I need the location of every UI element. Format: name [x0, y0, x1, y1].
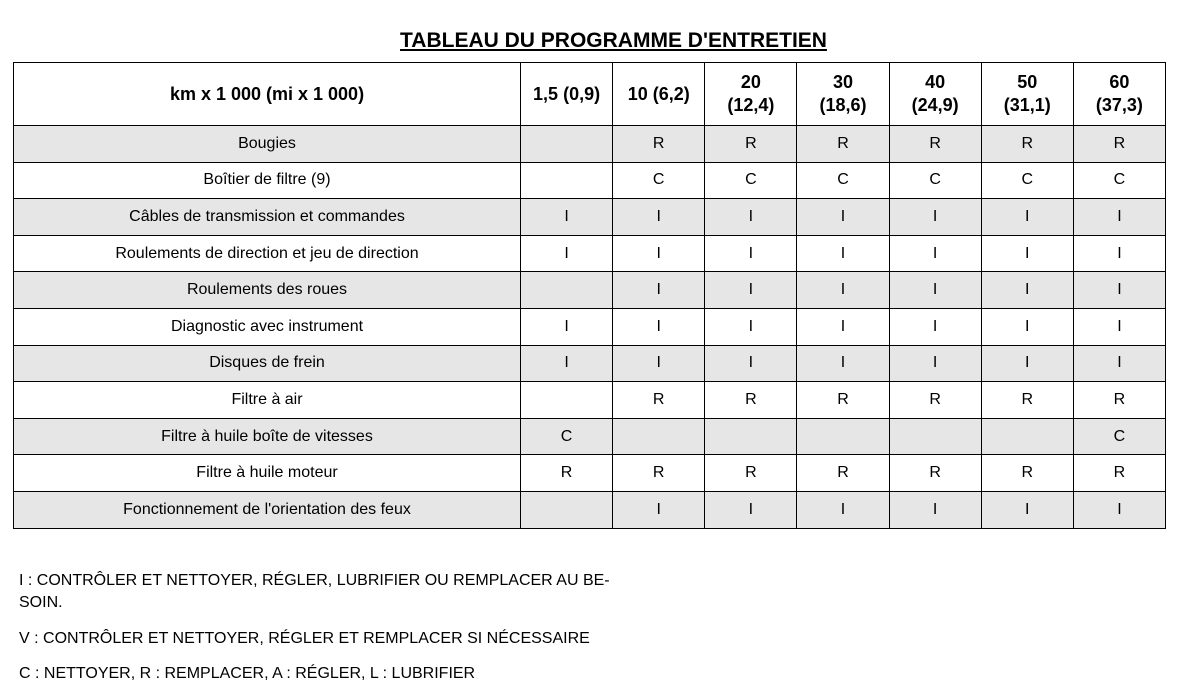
table-cell: [521, 126, 613, 163]
header-interval: [1073, 63, 1165, 126]
table-cell: I: [521, 345, 613, 382]
row-label: Bougies: [14, 126, 521, 163]
table-cell: R: [889, 126, 981, 163]
table-cell: I: [889, 345, 981, 382]
table-cell: I: [613, 235, 705, 272]
table-cell: I: [981, 345, 1073, 382]
table-row: [14, 126, 1166, 163]
row-label: Roulements de direction et jeu de direction: [14, 235, 521, 272]
table-cell: I: [797, 308, 889, 345]
table-cell: [797, 418, 889, 455]
table-cell: C: [981, 162, 1073, 199]
table-cell: I: [981, 308, 1073, 345]
table-cell: R: [797, 126, 889, 163]
header-interval: [797, 63, 889, 126]
table-cell: I: [981, 235, 1073, 272]
table-cell: I: [1073, 272, 1165, 309]
row-label: Disques de frein: [14, 345, 521, 382]
row-label: Fonctionnement de l'orientation des feux: [14, 491, 521, 528]
table-cell: I: [1073, 491, 1165, 528]
table-cell: I: [705, 272, 797, 309]
table-cell: I: [521, 199, 613, 236]
row-label: Câbles de transmission et commandes: [14, 199, 521, 236]
table-row: [14, 382, 1166, 419]
table-cell: I: [705, 199, 797, 236]
table-cell: R: [1073, 382, 1165, 419]
page-title: TABLEAU DU PROGRAMME D'ENTRETIEN: [400, 29, 827, 52]
table-cell: R: [613, 455, 705, 492]
table-cell: [521, 162, 613, 199]
table-cell: R: [705, 382, 797, 419]
header-interval-label: 50: [1017, 72, 1038, 92]
table-cell: R: [981, 126, 1073, 163]
table-cell: C: [1073, 162, 1165, 199]
table-row: [14, 162, 1166, 199]
header-interval: [613, 63, 705, 126]
row-label: Diagnostic avec instrument: [14, 308, 521, 345]
table-cell: [889, 418, 981, 455]
table-row: [14, 491, 1166, 528]
table-cell: R: [705, 455, 797, 492]
legend-i: [19, 570, 610, 614]
table-cell: I: [521, 308, 613, 345]
header-interval-label: 20: [740, 72, 761, 92]
table-cell: R: [613, 382, 705, 419]
table-cell: R: [1073, 126, 1165, 163]
table-cell: I: [981, 272, 1073, 309]
table-cell: C: [797, 162, 889, 199]
row-label: Filtre à air: [14, 382, 521, 419]
maintenance-table: [13, 62, 1166, 529]
table-cell: C: [705, 162, 797, 199]
table-cell: R: [613, 126, 705, 163]
table-cell: C: [1073, 418, 1165, 455]
legend-i-line2: SOIN.: [19, 594, 63, 611]
table-cell: [521, 491, 613, 528]
table-row: [14, 418, 1166, 455]
table-cell: I: [981, 199, 1073, 236]
header-row: [14, 63, 1166, 126]
row-label: Filtre à huile boîte de vitesses: [14, 418, 521, 455]
header-interval: [521, 63, 613, 126]
table-row: [14, 455, 1166, 492]
table-cell: I: [521, 235, 613, 272]
header-interval-label: 30: [832, 72, 853, 92]
table-row: [14, 199, 1166, 236]
table-cell: I: [705, 345, 797, 382]
table-cell: I: [613, 491, 705, 528]
header-distance: km x 1 000 (mi x 1 000): [14, 63, 521, 126]
table-cell: I: [797, 491, 889, 528]
table-row: [14, 235, 1166, 272]
header-interval-label: (24,9): [911, 95, 959, 115]
table-cell: [705, 418, 797, 455]
row-label: Filtre à huile moteur: [14, 455, 521, 492]
header-interval: [889, 63, 981, 126]
header-interval-label: 1,5 (0,9): [533, 83, 601, 104]
header-interval-label: 40: [925, 72, 946, 92]
table-cell: I: [613, 199, 705, 236]
table-cell: I: [889, 235, 981, 272]
table-cell: I: [889, 272, 981, 309]
header-interval-label: (12,4): [727, 95, 775, 115]
table-cell: [613, 418, 705, 455]
table-cell: I: [613, 272, 705, 309]
table-cell: R: [889, 382, 981, 419]
header-interval-label: (31,1): [1003, 95, 1051, 115]
table-row: [14, 308, 1166, 345]
table-cell: R: [705, 126, 797, 163]
table-cell: I: [613, 345, 705, 382]
table-row: [14, 272, 1166, 309]
row-label: Boîtier de filtre (9): [14, 162, 521, 199]
table-cell: [521, 272, 613, 309]
table-cell: I: [797, 235, 889, 272]
table-cell: I: [1073, 345, 1165, 382]
table-cell: C: [521, 418, 613, 455]
table-cell: C: [613, 162, 705, 199]
header-interval-label: (37,3): [1095, 95, 1143, 115]
table-cell: R: [797, 382, 889, 419]
table-row: [14, 345, 1166, 382]
legend-codes: C : NETTOYER, R : REMPLACER, A : RÉGLER, L : LUBRIFIER: [19, 665, 476, 682]
table-cell: I: [613, 308, 705, 345]
legend-v: V : CONTRÔLER ET NETTOYER, RÉGLER ET REMPLACER SI NÉCESSAIRE: [19, 630, 590, 647]
header-interval-label: (18,6): [819, 95, 867, 115]
row-label: Roulements des roues: [14, 272, 521, 309]
table-cell: I: [705, 308, 797, 345]
table-cell: I: [1073, 199, 1165, 236]
table-cell: I: [981, 491, 1073, 528]
header-interval: [981, 63, 1073, 126]
table-cell: I: [889, 491, 981, 528]
table-cell: I: [889, 199, 981, 236]
table-cell: C: [889, 162, 981, 199]
table-cell: I: [705, 491, 797, 528]
table-cell: [521, 382, 613, 419]
table-cell: R: [521, 455, 613, 492]
table-cell: R: [981, 382, 1073, 419]
table-cell: I: [1073, 235, 1165, 272]
header-interval-label: 10 (6,2): [627, 83, 690, 104]
table-cell: R: [797, 455, 889, 492]
table-cell: [981, 418, 1073, 455]
header-interval-label: 60: [1109, 72, 1130, 92]
table-cell: I: [705, 235, 797, 272]
table-cell: I: [889, 308, 981, 345]
table-cell: I: [797, 199, 889, 236]
table-cell: R: [889, 455, 981, 492]
legend-i-line1: I : CONTRÔLER ET NETTOYER, RÉGLER, LUBRIFIER OU REMPLACER AU BE-: [19, 572, 610, 589]
table-cell: I: [1073, 308, 1165, 345]
table-cell: I: [797, 272, 889, 309]
table-cell: I: [797, 345, 889, 382]
table-cell: R: [1073, 455, 1165, 492]
header-interval: [705, 63, 797, 126]
table-cell: R: [981, 455, 1073, 492]
